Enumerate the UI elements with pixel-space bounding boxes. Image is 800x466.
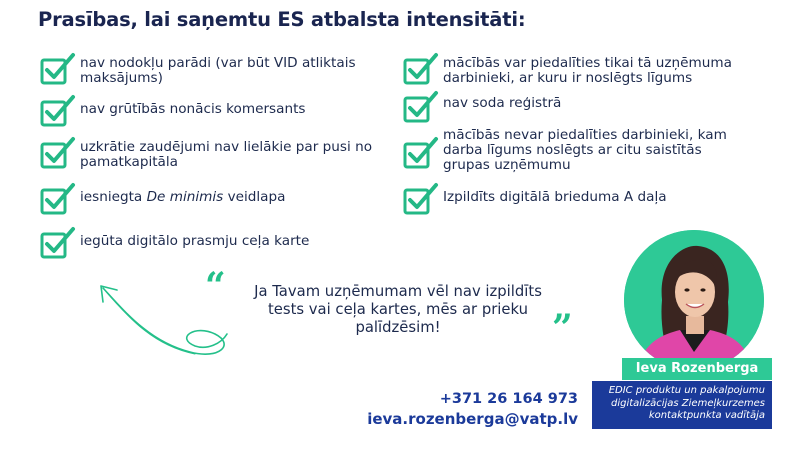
requirement-item xyxy=(403,124,748,173)
requirement-text: darbinieki, ar kuru ir noslēgts līgums xyxy=(443,70,693,86)
contact-role-line: EDIC produktu un pakalpojumu xyxy=(608,385,765,396)
contact-name-badge: Ieva Rozenberga xyxy=(622,358,772,380)
quote-open-mark: “ xyxy=(205,265,226,307)
requirement-text: grupas uzņēmumu xyxy=(443,157,571,173)
requirement-text: darba līgums noslēgts ar citu saistītās xyxy=(443,142,702,158)
requirement-item xyxy=(40,226,380,260)
quote-text xyxy=(228,283,568,337)
requirement-item xyxy=(40,52,380,86)
contact-phone[interactable]: +371 26 164 973 xyxy=(439,391,578,407)
requirement-text: iegūta digitālo prasmju ceļa karte xyxy=(80,233,310,249)
checkbox-check-icon xyxy=(40,226,76,260)
contact-role-line: kontaktpunkta vadītāja xyxy=(648,410,765,421)
checkbox-check-icon xyxy=(40,136,76,170)
checkbox-check-icon xyxy=(40,182,76,216)
requirement-item xyxy=(403,90,748,124)
requirement-text: nav grūtībās nonācis komersants xyxy=(80,101,306,117)
requirement-text: nav nodokļu parādi (var būt VID atliktais xyxy=(80,55,356,71)
page-title: Prasības, lai saņemtu ES atbalsta intensitāti: xyxy=(38,8,526,31)
checkbox-check-icon xyxy=(403,182,439,216)
requirement-item xyxy=(403,182,748,216)
requirement-text: iesniegta xyxy=(80,189,147,205)
quote-close-mark: ” xyxy=(552,307,573,349)
checkbox-check-icon xyxy=(403,52,439,86)
requirement-text: mācībās nevar piedalīties darbinieki, kam xyxy=(443,127,727,143)
checkbox-check-icon xyxy=(40,52,76,86)
quote-line: Ja Tavam uzņēmumam vēl nav izpildīts xyxy=(254,283,542,300)
checkbox-check-icon xyxy=(40,94,76,128)
avatar-portrait xyxy=(624,230,764,370)
requirement-text: pamatkapitāla xyxy=(80,154,178,170)
requirement-text: mācībās var piedalīties tikai tā uzņēmuma xyxy=(443,55,732,71)
requirement-item xyxy=(40,182,380,216)
requirement-text: veidlapa xyxy=(223,189,286,205)
contact-role xyxy=(592,381,772,429)
requirement-text: Izpildīts digitālā brieduma A daļa xyxy=(443,189,667,205)
requirement-item xyxy=(40,94,380,128)
contact-email[interactable]: ieva.rozenberga@vatp.lv xyxy=(367,410,578,428)
contact-role-line: digitalizācijas Ziemeļkurzemes xyxy=(610,397,765,409)
requirement-text: maksājums) xyxy=(80,70,163,86)
checkbox-check-icon xyxy=(403,136,439,170)
requirement-text-emphasis: De minimis xyxy=(146,189,224,205)
requirement-text: uzkrātie zaudējumi nav lielākie par pusi no xyxy=(80,139,373,155)
checkbox-check-icon xyxy=(403,90,439,124)
requirement-text: nav soda reģistrā xyxy=(443,95,562,111)
avatar xyxy=(624,230,764,370)
requirement-item xyxy=(40,136,380,170)
quote-line: palīdzēsim! xyxy=(355,319,441,336)
quote-line: tests vai ceļa kartes, mēs ar prieku xyxy=(267,301,529,318)
requirement-item xyxy=(403,52,748,86)
